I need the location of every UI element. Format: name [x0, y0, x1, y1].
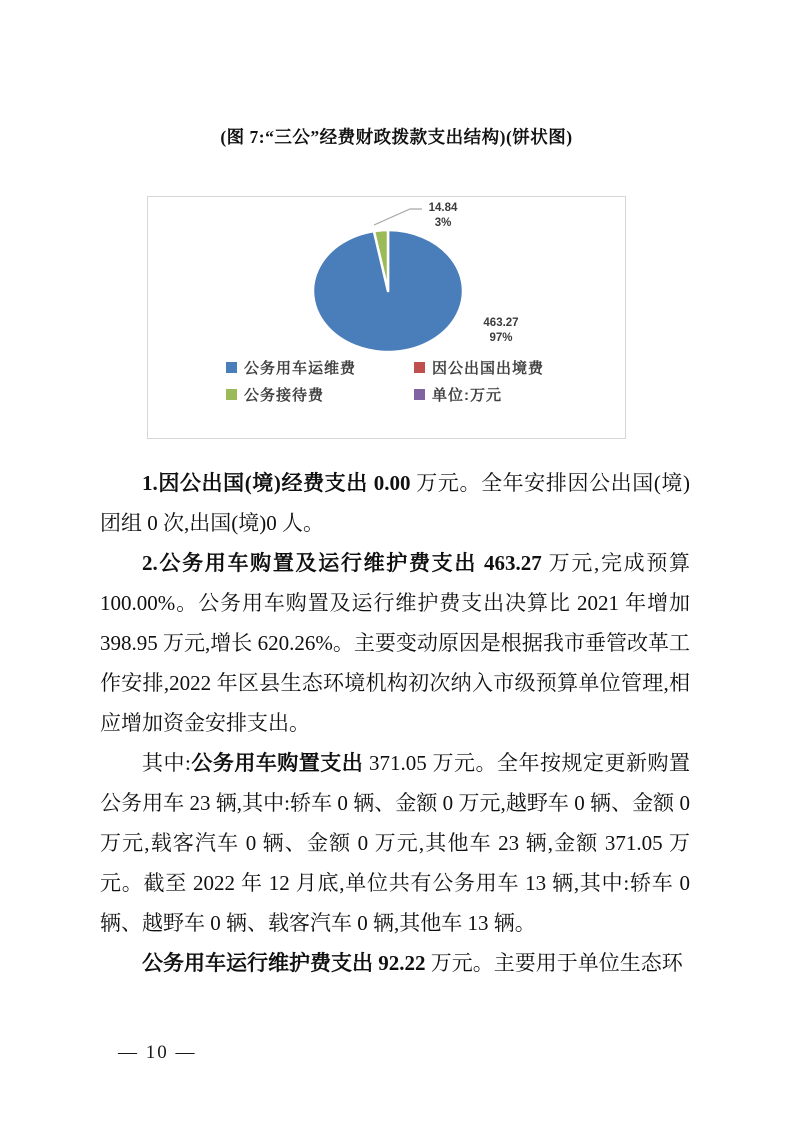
legend-item-unit-note	[414, 384, 502, 405]
leader-line	[374, 209, 422, 225]
legend-label: 公务用车运维费	[244, 360, 357, 377]
data-label-reception-value: 14.84	[428, 202, 458, 214]
legend-color-swatch	[414, 362, 425, 373]
pie-chart-svg	[148, 197, 627, 440]
paragraph-vehicle-maintenance: 公务用车运行维护费支出 92.22 万元。主要用于单位生态环	[142, 951, 683, 975]
data-label-vehicle-value: 463.27	[483, 317, 519, 329]
figure-caption: (图 7:“三公”经费财政拨款支出结构)(饼状图)	[220, 127, 573, 147]
paragraph-overseas-expense: 1.因公出国(境)经费支出 0.00 万元。全年安排因公出国(境)团组 0 次,出国(境)0 人。	[100, 471, 690, 535]
page-number: — 10 —	[118, 1042, 197, 1063]
paragraph-vehicle-expense: 2.公务用车购置及运行维护费支出 463.27 万元,完成预算 100.00%。公务用车购置及运行维护费支出决算比 2021 年增加 398.95 万元,增长 620.26%。主要变动原因是根据我市垂管改革工作安排,2022 年区县生态环境机构初次纳入市级预算单位管理,相应增加资金安排支出。	[100, 551, 691, 735]
data-label-vehicle	[474, 316, 528, 346]
data-label-reception-percent: 3%	[434, 217, 452, 229]
pie-chart-panel	[147, 196, 626, 439]
legend-label: 单位:万元	[432, 387, 502, 404]
legend-item-official-reception	[226, 384, 324, 405]
paragraph-vehicle-purchase: 其中:公务用车购置支出 371.05 万元。全年按规定更新购置公务用车 23 辆,其中:轿车 0 辆、金额 0 万元,越野车 0 辆、金额 0 万元,载客汽车 0 辆、金额 0 万元,其他车 23 辆,金额 371.05 万元。截至 2022 年 12 月底,单位共有公务用车 13 辆,其中:轿车 0 辆、越野车 0 辆、载客汽车 0 辆,其他车 13 辆。	[100, 751, 690, 935]
legend-item-vehicle-operation	[226, 357, 356, 378]
legend-color-swatch	[226, 389, 237, 400]
legend-label: 公务接待费	[244, 387, 325, 404]
data-label-reception	[418, 201, 468, 231]
data-label-vehicle-percent: 97%	[489, 332, 513, 344]
legend-color-swatch	[414, 389, 425, 400]
legend-item-overseas-trips	[414, 357, 544, 378]
legend-color-swatch	[226, 362, 237, 373]
body-text	[100, 463, 690, 983]
legend-label: 因公出国出境费	[432, 360, 545, 377]
